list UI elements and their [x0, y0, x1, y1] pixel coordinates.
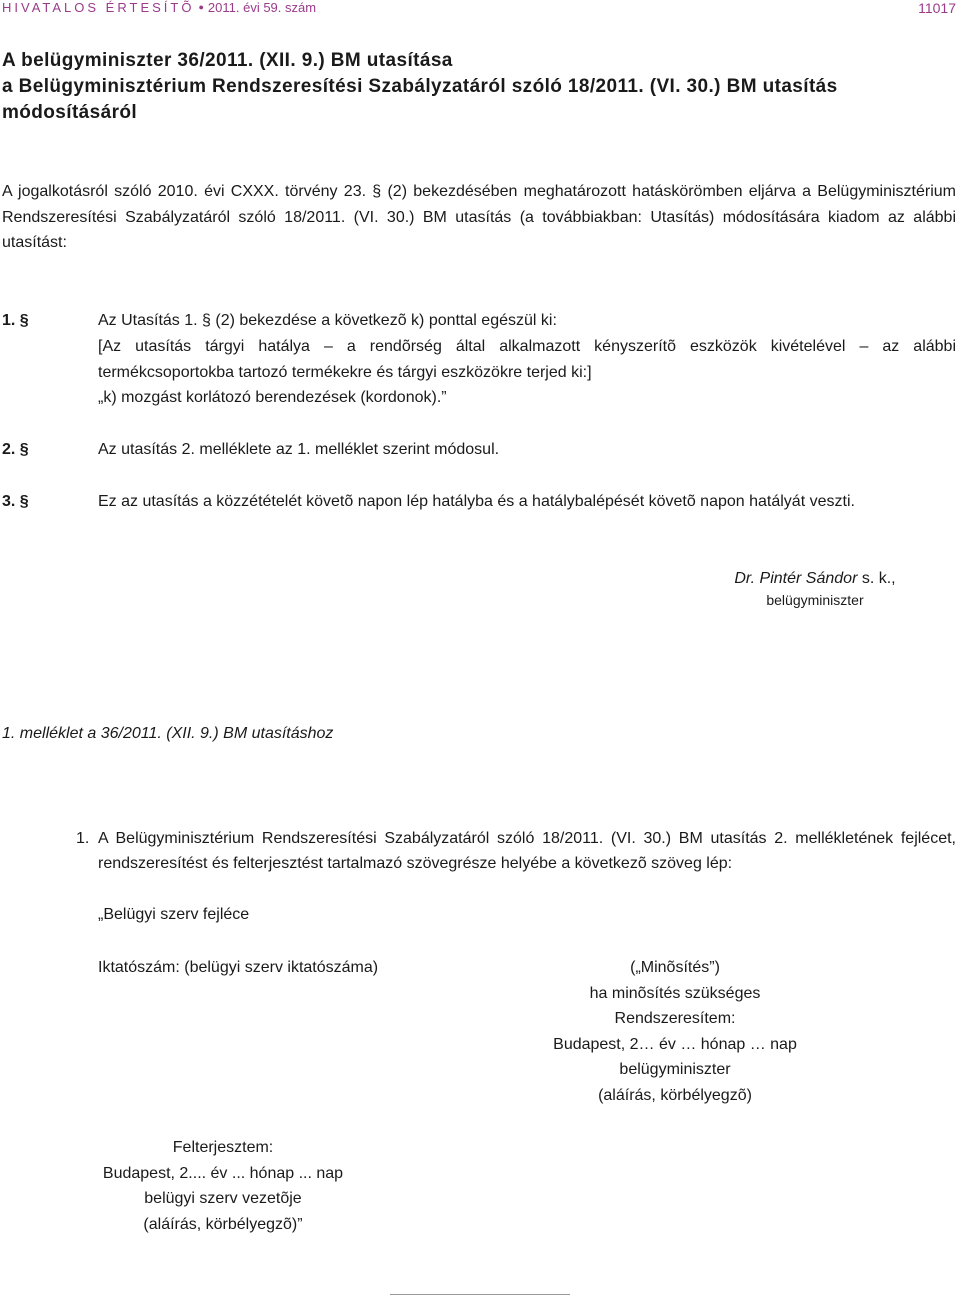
section-2-text: Az utasítás 2. melléklete az 1. melléklet szerint módosul.: [98, 441, 500, 458]
submission-label: Felterjesztem:: [172, 1139, 274, 1156]
journal-header: [2, 0, 316, 15]
submission-signatory: belügyi szerv vezetõje: [144, 1190, 302, 1207]
submission-block: [88, 1135, 358, 1237]
approval-signatory: belügyminiszter: [619, 1061, 731, 1078]
page-number: 11017: [918, 0, 956, 16]
section-3-number: 3. §: [2, 493, 29, 510]
signature-role: belügyminiszter: [766, 592, 864, 608]
section-1-number: 1. §: [2, 312, 29, 329]
preamble: A jogalkotásról szóló 2010. évi CXXX. törvény 23. § (2) bekezdésében meghatározott hatáskörömben eljárva a Belügyminisztérium Rendszeresítési Szabályzatáról szóló 18/2011. (VI. 30.) BM utasítás (a továbbiakban: Utasítás) módosítására kiadom az alábbi utasítást:: [2, 183, 956, 251]
approval-label: Rendszeresítem:: [614, 1010, 736, 1027]
approval-block: [540, 955, 810, 1108]
section-3-text: Ez az utasítás a közzétételét követõ napon lép hatályba és a hatálybalépését követõ napon hatályát veszti.: [98, 493, 855, 510]
section-1-point: „k) mozgást korlátozó berendezések (kordonok).”: [98, 389, 447, 406]
classification-line: („Minõsítés”): [630, 959, 720, 976]
section-1-quote: [Az utasítás tárgyi hatálya – a rendõrség által alkalmazott kényszerítõ eszközök kivételével – az alábbi termékcsoportokba tartozó termékekre és tárgyi eszközökre terjed ki:]: [98, 338, 956, 381]
classification-note: ha minõsítés szükséges: [589, 984, 761, 1002]
submission-date: Budapest, 2.... év ... hónap ... nap: [102, 1164, 344, 1182]
section-1-intro: Az Utasítás 1. § (2) bekezdése a következõ k) ponttal egészül ki:: [98, 312, 557, 329]
journal-name: HIVATALOS ÉRTESÍTÕ: [2, 0, 195, 15]
annex-heading: „Belügyi szerv fejléce: [98, 906, 250, 923]
annex-title: 1. melléklet a 36/2011. (XII. 9.) BM utasításhoz: [2, 725, 334, 742]
title-line-1: A belügyminiszter 36/2011. (XII. 9.) BM utasítása: [2, 50, 453, 71]
approval-date: Budapest, 2… év … hónap … nap: [553, 1035, 797, 1053]
issue-label: 2011. évi 59. szám: [207, 0, 317, 15]
document-title: [2, 48, 838, 126]
title-line-3: módosításáról: [2, 102, 138, 123]
annex-item-line-2: rendszeresítést és felterjesztést tartalmazó szövegrésze helyébe a következõ szöveg lép:: [98, 855, 733, 872]
bullet-icon: ●: [198, 2, 204, 12]
signature-name: Dr. Pintér Sándor s. k.,: [734, 570, 896, 587]
file-number-label: Iktatószám: (belügyi szerv iktatószáma): [98, 959, 379, 976]
annex-item-number: 1.: [76, 830, 90, 847]
section-2-number: 2. §: [2, 441, 29, 458]
approval-signature-note: (aláírás, körbélyegzõ): [598, 1086, 752, 1104]
footer-divider: [390, 1294, 570, 1295]
annex-item-line-1: A Belügyminisztérium Rendszeresítési Szabályzatáról szóló 18/2011. (VI. 30.) BM utasítás 2. mellékletének fejlécet,: [98, 830, 956, 847]
title-line-2: a Belügyminisztérium Rendszeresítési Szabályzatáról szóló 18/2011. (VI. 30.) BM utasítás: [2, 76, 838, 97]
submission-signature-note: (aláírás, körbélyegzõ)”: [143, 1215, 303, 1233]
